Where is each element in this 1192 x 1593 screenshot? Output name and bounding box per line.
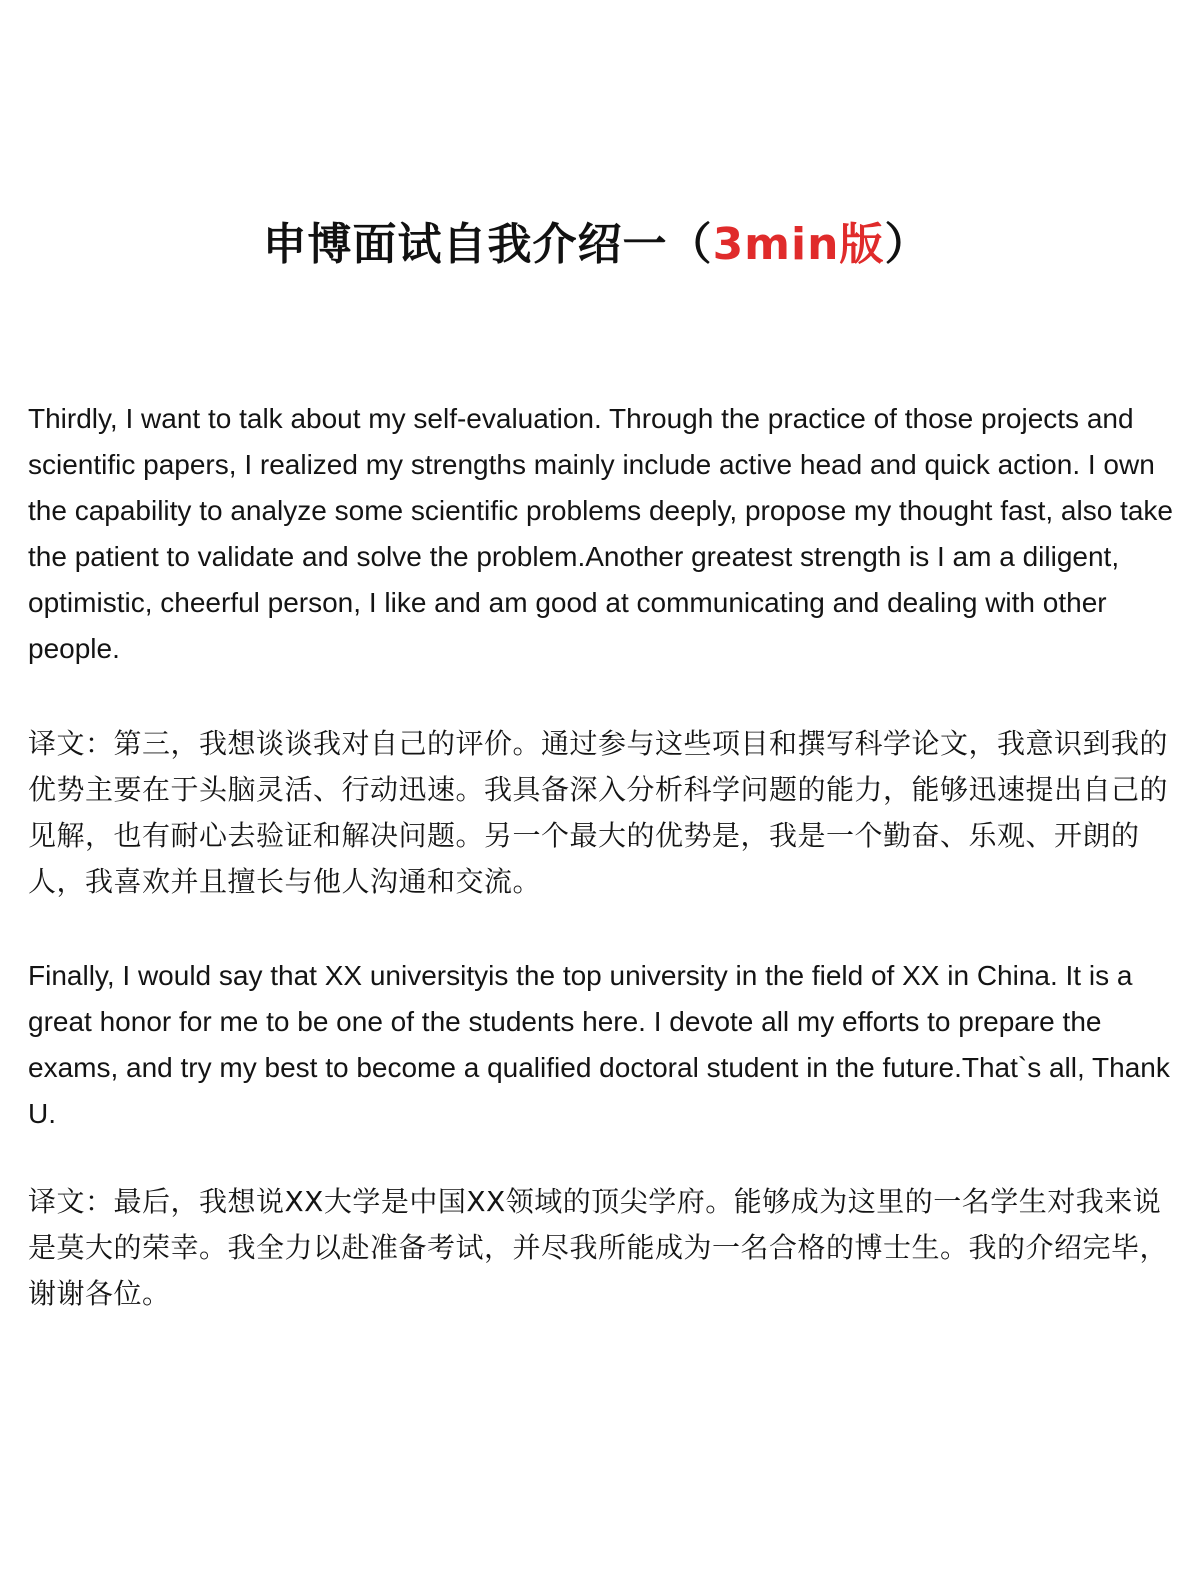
title-accent: 3min版 xyxy=(712,219,885,271)
paragraph-closing-zh: 译文：最后，我想说XX大学是中国XX领域的顶尖学府。能够成为这里的一名学生对我来说是莫大的荣幸。我全力以赴准备考试，并尽我所能成为一名合格的博士生。我的介绍完毕，谢谢各位。 xyxy=(28,1185,1169,1310)
title-main: 申博面试自我介绍一（ xyxy=(262,219,713,271)
paragraph-closing-en: Finally, I would say that XX universityis the top university in the field of XX in China. It is a great honor for me to be one of the students here. I devote all my efforts to prepare the exams, and try my best to become a qualified doctoral student in the future.That`s all, Thank U. xyxy=(28,960,1170,1129)
paragraph-self-evaluation-en: Thirdly, I want to talk about my self-evaluation. Through the practice of those projects and scientific papers, I realized my strengths mainly include active head and quick action. I own the capability to analyze some scientific problems deeply, propose my thought fast, also take the patient to validate and solve the problem.Another greatest strength is I am a diligent, optimistic, cheerful person, I like and am good at communicating and dealing with other people. xyxy=(28,403,1173,664)
title-close: ） xyxy=(884,219,930,271)
paragraph-self-evaluation-zh: 译文：第三，我想谈谈我对自己的评价。通过参与这些项目和撰写科学论文，我意识到我的优势主要在于头脑灵活、行动迅速。我具备深入分析科学问题的能力，能够迅速提出自己的见解，也有耐心去验证和解决问题。另一个最大的优势是，我是一个勤奋、乐观、开朗的人，我喜欢并且擅长与他人沟通和交流。 xyxy=(28,727,1169,898)
page-title xyxy=(0,215,1192,275)
